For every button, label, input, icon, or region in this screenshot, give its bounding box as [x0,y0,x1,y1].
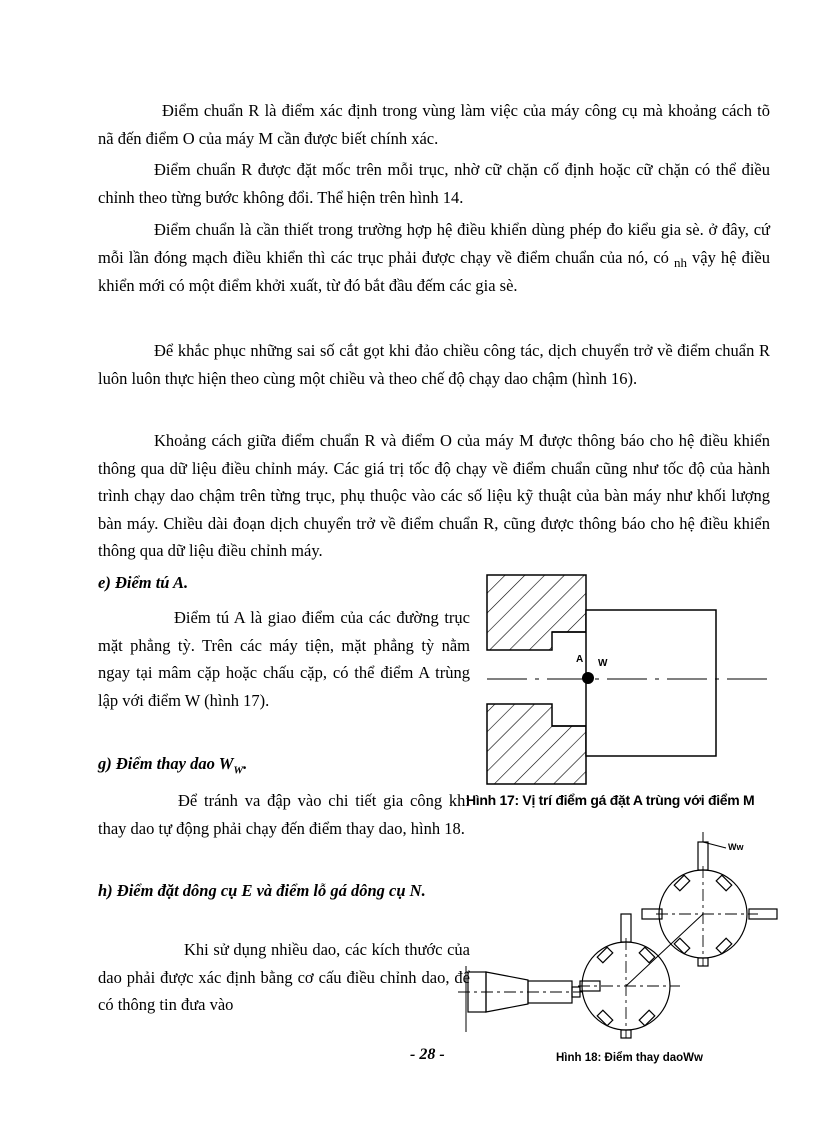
center-connector [626,914,703,986]
paragraph-distance-R-O: Khoảng cách giữa điểm chuẩn R và điểm O của máy M được thông báo cho hệ điều khiển thông qua dữ liệu điều chỉnh máy. Các giá trị tốc độ chạy về điểm chuẩn cũng như tốc độ của hành trình chạy dao chậm trên từng trục, phụ thuộc vào các số liệu kỹ thuật của bàn máy như khối lượng bàn máy. Chiều dài đoạn dịch chuyển trở về điểm chuẩn R, cũng được thông báo cho hệ điều khiển thông qua dữ liệu điều chỉnh máy. [98,431,770,560]
figure-17-caption: Hình 17: Vị trí điểm gá đặt A trùng với điểm M [466,792,755,808]
page-number: - 28 - [410,1046,445,1063]
heading-g-text: g) Điểm thay dao W [98,754,234,773]
turret-lower [578,914,680,1038]
paragraph-reference-point-marking: Điểm chuẩn R được đặt mốc trên mỗi trục, nhờ cữ chặn cố định hoặc cữ chặn có thể điều chỉnh theo từng bước không đổi. Thể hiện trên hình 14. [98,160,770,207]
figure-17-diagram [486,574,776,786]
chuck-top-hatched [487,575,586,650]
figure-18-caption: Hình 18: Điểm thay daoWw [556,1052,703,1064]
label-ww: Ww [728,842,744,852]
turret-upper [642,832,777,966]
chuck-bottom-hatched [487,704,586,784]
paragraph-reference-point-necessity [98,216,770,300]
para3-text-b: vậy hệ điều khiển mới có một điểm khởi xuất, từ đó bắt đầu đếm các gia sè. [98,247,770,295]
label-w: W [598,658,608,669]
heading-point-a: e) Điểm tú A. [98,573,189,592]
heading-tool-change-point [98,754,247,776]
heading-tool-points: h) Điểm đặt dông cụ E và điểm lỗ gá dông cụ N. [98,881,426,900]
paragraph-error-correction: Để khắc phục những sai số cắt gọt khi đảo chiều công tác, dịch chuyển trở về điểm chuẩn R luôn luôn thực hiện theo cùng một chiều và theo chế độ chạy dao chậm (hình 16). [98,341,770,388]
tool-holder [458,966,582,1032]
heading-g-sub: W [233,764,244,777]
paragraph-reference-point-definition: Điểm chuẩn R là điểm xác định trong vùng làm việc của máy công cụ mà khoảng cách tõ nã đến điểm O của máy M cần được biết chính xác. [98,101,770,148]
heading-g-end: . [243,754,248,773]
workpiece-rect [586,610,716,756]
paragraph-tool-measurement: Khi sử dụng nhiều dao, các kích thước của dao phải được xác định bằng cơ cấu điều chỉnh dao, để có thông tin đưa vào [98,940,470,1014]
para3-text-a: Điểm chuẩn là cần thiết trong trường hợp hệ điều khiển dùng phép đo kiểu gia sè. ở đây, cứ mỗi lần đóng mạch điều khiển thì các trục phải được chạy về điểm chuẩn của nó, có [98,220,770,267]
paragraph-point-a: Điểm tú A là giao điểm của các đường trục mặt phẳng tỳ. Trên các máy tiện, mặt phẳng tỳ nằm ngay tại mâm cặp hoặc chấu cặp, có thể điểm A trùng lập với điểm W (hình 17). [98,608,470,710]
label-a: A [576,654,584,665]
point-w-marker [582,672,594,684]
para3-nh: nh [673,254,687,270]
figure-18-diagram [458,826,778,1056]
paragraph-tool-change: Để tránh va đập vào chi tiết gia công khi thay dao tự động phải chạy đến điểm thay dao, hình 18. [98,791,470,838]
